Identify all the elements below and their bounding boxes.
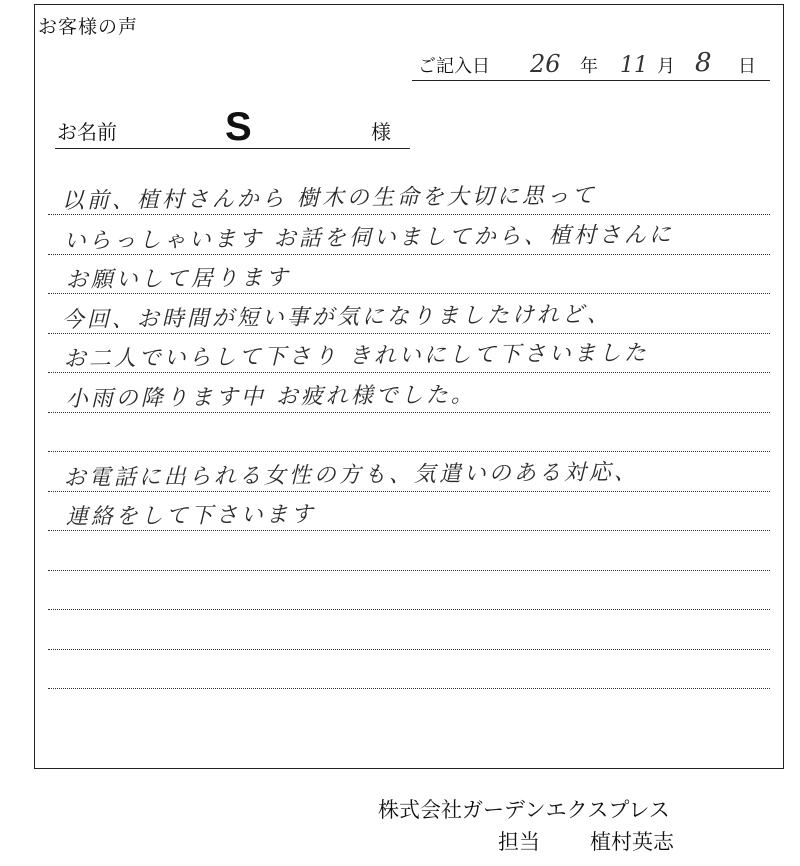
date-day-unit: 日 [738, 56, 756, 77]
date-day: 8 [695, 48, 712, 78]
ruled-line [48, 333, 770, 334]
ruled-line [48, 609, 770, 610]
comment-line-text: 連絡をして下さいます [65, 502, 316, 531]
ruled-line [48, 688, 770, 689]
name-value: S [225, 105, 252, 149]
ruled-line [48, 372, 770, 373]
date-year: 26 [530, 50, 561, 78]
ruled-line [48, 451, 770, 452]
ruled-line [48, 214, 770, 215]
customer-name [55, 105, 410, 149]
comment-line-text: お二人でいらして下さり きれいにして下さいました [63, 340, 649, 373]
comment-line-text: 以前、植村さんから 樹木の生命を大切に思って [61, 183, 597, 215]
comment-line-text: お願いして居ります [65, 265, 291, 294]
comment-line-text: お電話に出られる女性の方も、気遣いのある対応、 [63, 459, 639, 492]
form-title: お客様の声 [38, 16, 139, 38]
ruled-line [48, 254, 770, 255]
entry-date [412, 50, 770, 81]
ruled-line [48, 649, 770, 650]
date-year-unit: 年 [580, 56, 598, 77]
comment-line-text: 今回、お時間が短い事が気になりましたけれど、 [61, 302, 612, 334]
date-month: 11 [620, 53, 648, 78]
comment-line-text: いらっしゃいます お話を伺いましてから、植村さんに [63, 222, 674, 255]
company-name: 株式会社ガーデンエクスプレス [378, 798, 670, 822]
ruled-line [48, 570, 770, 571]
staff-name: 植村英志 [590, 830, 674, 854]
date-label: ご記入日 [418, 56, 490, 77]
name-label: お名前 [57, 120, 117, 144]
ruled-line [48, 530, 770, 531]
date-month-unit: 月 [657, 56, 675, 77]
comment-line-text: 小雨の降ります中 お疲れ様でした。 [65, 382, 476, 413]
ruled-line [48, 293, 770, 294]
ruled-line [48, 491, 770, 492]
name-honorific: 様 [371, 120, 391, 144]
ruled-line [48, 412, 770, 413]
staff-label: 担当 [498, 830, 540, 854]
